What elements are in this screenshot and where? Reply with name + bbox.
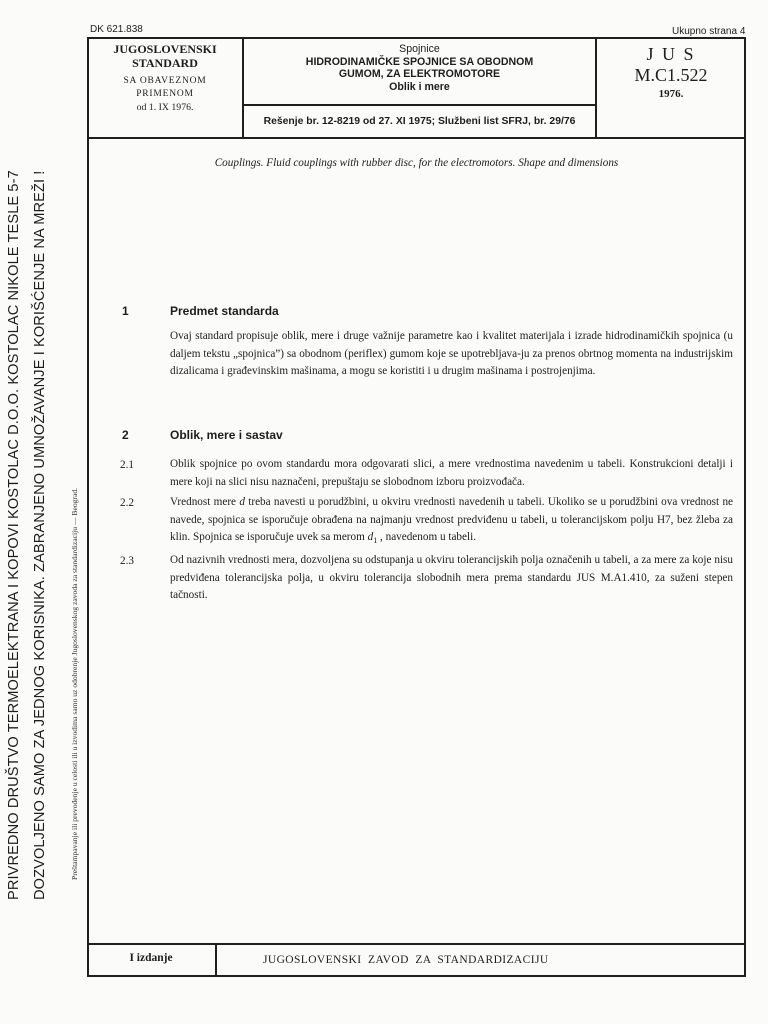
- total-pages: Ukupno strana 4: [672, 26, 746, 37]
- section-1-text: Ovaj standard propisuje oblik, mere i druge važnije parametre kao i kvalitet materijala i izrade hidrodinamičkih spojnica (u daljem tekstu „spojnica”) sa obodnom (periflex) gumom koje se upotrebljava-ju za prenos obrtnog momenta na industrijskim dizalicama i građevinskim mašinama, a mogu se koristiti i u drugim mašinama i postrojenjima.: [170, 330, 733, 377]
- title-block: [244, 43, 595, 93]
- standard-label-block: [89, 42, 241, 115]
- header-bottom-line: [87, 137, 746, 139]
- side-copyright-note: Preštampavanje ili prevođenje u celosti ili u izvodima samo uz odobrenje Jugoslovenskog zavoda za standardizaciju — Beograd.: [70, 487, 79, 880]
- variable-d: d: [239, 496, 245, 508]
- effective-date: od 1. IX 1976.: [136, 102, 194, 113]
- variable-d1-subscript: 1: [373, 536, 378, 546]
- subsection-2-2-text-b: treba navesti u porudžbini, u okviru vrednosti navedenih u tabeli. Ukoliko se u porudžbini ova vrednost ne navede, spojnica se isporučuje obrađena na najmanju vrednost predviđenu u tabeli, u tolerancijskom polju H7, bez žleba za klin. Spojnica se isporučuje uvek sa merom: [170, 496, 734, 543]
- dk-number: DK 621.838: [90, 24, 143, 35]
- footer-top-line: [87, 943, 746, 945]
- subsection-2-2-text-c: , navedenom u tabeli.: [377, 531, 476, 543]
- section-1-title: Predmet standarda: [170, 304, 279, 318]
- section-2-title: Oblik, mere i sastav: [170, 428, 283, 442]
- subsection-2-3-text: Od nazivnih vrednosti mera, dozvoljena su odstupanja u okviru tolerancijskih polja označenih u tabeli, a za mere za koje nisu predviđena tolerancijska polja, u okviru tolerancija slobodnih mera prema standardu JUS M.A1.410, za suženi stepen tačnosti.: [170, 554, 733, 601]
- section-2-number: 2: [122, 428, 129, 442]
- footer-divider: [215, 943, 217, 977]
- english-title: Couplings. Fluid couplings with rubber disc, for the electromotors. Shape and dimensions: [214, 157, 619, 169]
- title-line-1: HIDRODINAMIČKE SPOJNICE SA OBODNOM: [305, 55, 534, 68]
- jus-code: M.C1.522: [634, 65, 708, 85]
- side-stamp-restriction: DOZVOLJENO SAMO ZA JEDNOG KORISNIKA. ZABRANJENO UMNOŽAVANJE I KORIŠĆENJE NA MREŽI !: [32, 170, 48, 900]
- section-1-number: 1: [122, 304, 129, 318]
- mandatory-line-2: PRIMENOM: [136, 89, 194, 99]
- jus-label: J U S: [646, 44, 696, 64]
- jus-year: 1976.: [658, 88, 684, 100]
- subsection-2-1-text: Oblik spojnice po ovom standardu mora odgovarati slici, a mere vrednostima navedenim u tabeli. Konstrukcioni detalji i mere koji na slici nisu naznačeni, prepuštaju se slobodnom izboru proizvođača.: [170, 458, 733, 488]
- header-divider-middle: [242, 104, 597, 106]
- variable-d1: d: [367, 531, 374, 543]
- title-line-2: GUMOM, ZA ELEKTROMOTORE: [338, 68, 501, 80]
- standard-title-1: JUGOSLOVENSKI: [113, 42, 217, 56]
- subsection-2-3-number: 2.3: [120, 555, 134, 567]
- subsection-2-2-text: [170, 494, 733, 550]
- title-line-3: Oblik i mere: [389, 80, 450, 93]
- edition-label: I izdanje: [129, 952, 173, 964]
- subsection-2-1-number: 2.1: [120, 459, 134, 471]
- mandatory-line-1: SA OBAVEZNOM: [123, 76, 207, 86]
- subsection-2-2-number: 2.2: [120, 497, 134, 509]
- standard-title-2: STANDARD: [132, 56, 198, 70]
- title-category: Spojnice: [399, 43, 440, 55]
- institute-name: JUGOSLOVENSKI ZAVOD ZA STANDARDIZACIJU: [263, 954, 549, 966]
- decision-reference: Rešenje br. 12-8219 od 27. XI 1975; Službeni list SFRJ, br. 29/76: [263, 116, 576, 127]
- jus-block: [597, 44, 745, 102]
- side-stamp-company: PRIVREDNO DRUŠTVO TERMOELEKTRANA I KOPOVI KOSTOLAC D.O.O. KOSTOLAC NIKOLE TESLE 5-7: [6, 170, 22, 900]
- subsection-2-2-text-a: Vrednost mere: [170, 496, 240, 508]
